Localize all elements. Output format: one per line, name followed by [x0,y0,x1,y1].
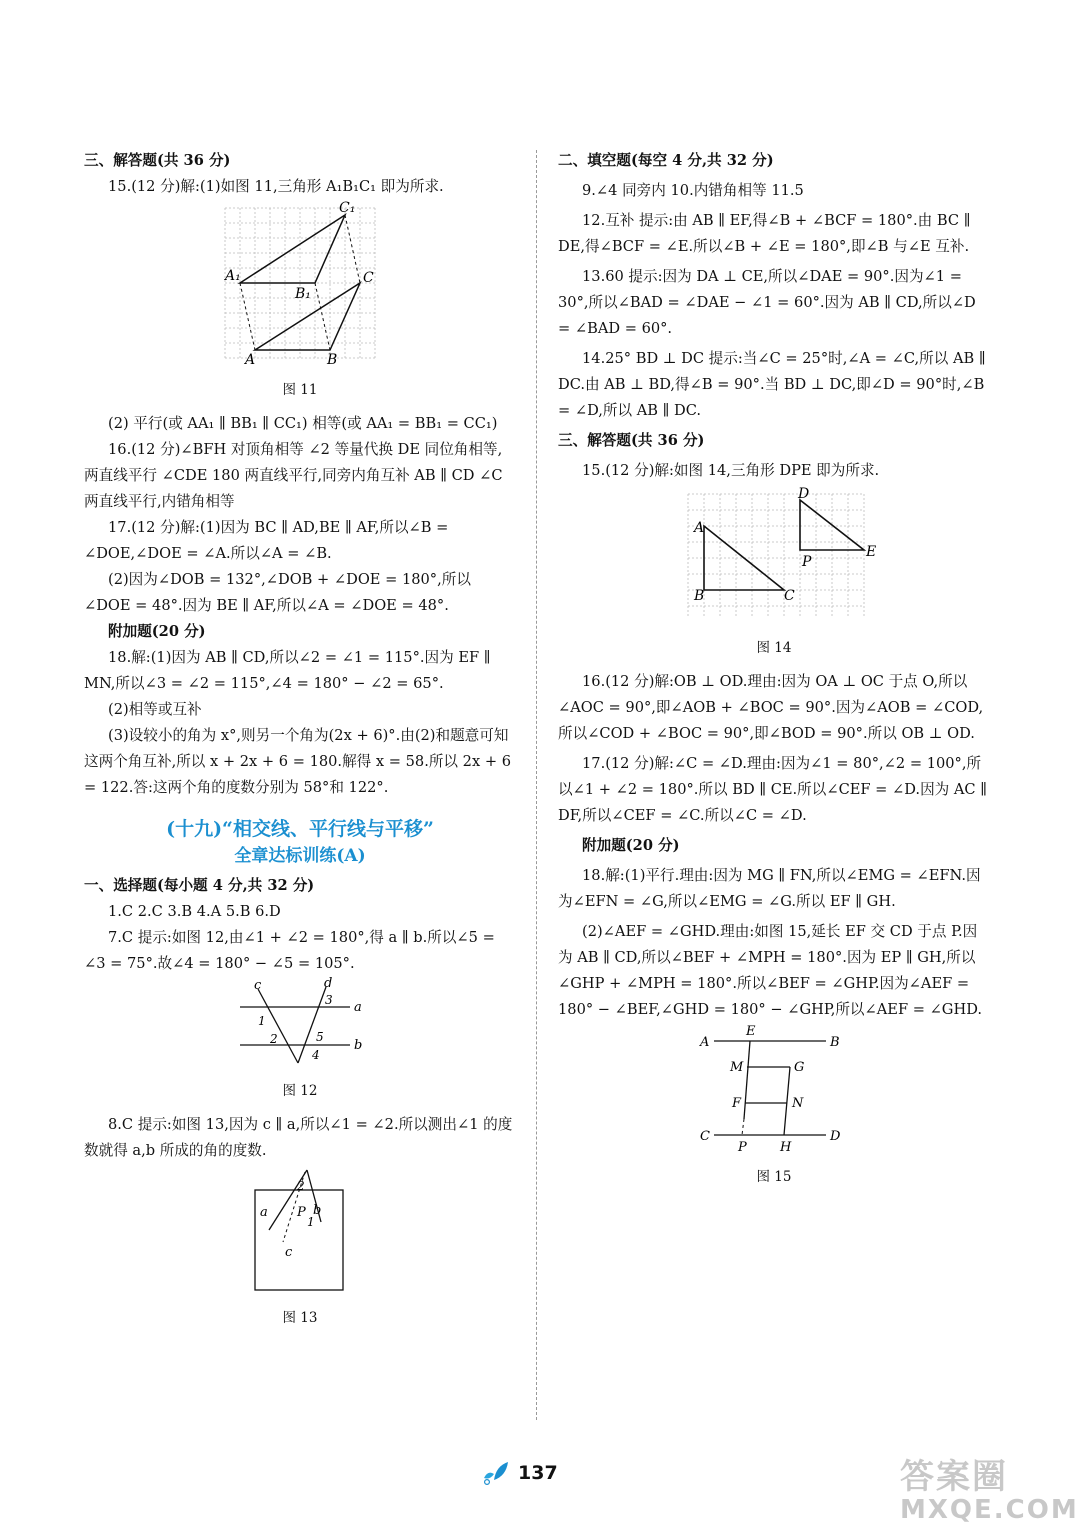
label-d: D [830,1129,841,1144]
figure-13 [84,1164,516,1303]
label-e: E [866,544,877,560]
figure-13-diagram [245,1164,355,1294]
column-divider [536,150,537,1420]
section-heading: 三、解答题(共 36 分) [84,152,231,169]
line-gh [784,1067,790,1135]
label-h: H [780,1140,792,1155]
label-c1: C₁ [339,200,356,216]
label-c: C [700,1129,710,1144]
question-7: 7.C 提示:如图 12,由∠1 + ∠2 = 180°,得 a ∥ b.所以∠5 = ∠3 = 75°.故∠4 = 180° − ∠5 = 105°. [84,929,495,972]
figure-13-caption: 图 13 [282,1310,318,1326]
extra-heading: 附加题(20 分) [582,837,680,854]
answers-1-6: 1.C 2.C 3.B 4.A 5.B 6.D [108,903,281,920]
question-18: 18.解:(1)因为 AB ∥ CD,所以∠2 = ∠1 = 115°.因为 EF ∥ MN,所以∠3 = ∠2 = 115°,∠4 = 180° − ∠2 = 65°. [84,649,491,692]
label-c: c [285,1245,293,1260]
angle-3: 3 [325,993,333,1007]
angle-1: 1 [258,1014,266,1028]
label-a: a [260,1205,268,1220]
angle-1: 1 [307,1215,315,1229]
line-fp [742,1119,744,1135]
label-c: C [363,270,374,286]
question-15: 15.(12 分)解:(1)如图 11,三角形 A₁B₁C₁ 即为所求. [108,178,444,195]
label-f: F [732,1096,742,1111]
watermark [900,1458,1079,1524]
label-p: P [297,1205,306,1220]
left-column [84,148,516,1339]
label-d: D [798,486,810,502]
question-8: 8.C 提示:如图 13,因为 c ∥ a,所以∠1 = ∠2.所以测出∠1 的度数就得 a,b 所成的角的度数. [84,1116,513,1159]
figure-15-diagram [694,1023,854,1153]
label-a1: A₁ [225,268,241,284]
label-g: G [794,1060,805,1075]
angle-2: 2 [297,1179,305,1193]
figure-12-diagram [230,977,370,1067]
label-a: A [245,352,256,368]
label-a: a [354,1000,362,1015]
question-18-part-2: (2)相等或互补 [108,701,202,718]
label-c: C [784,588,795,604]
triangle-a1b1c1 [240,215,345,283]
figure-12-caption: 图 12 [282,1083,318,1099]
question-18-part-2: (2)∠AEF = ∠GHD.理由:如图 15,延长 EF 交 CD 于点 P.因为 AB ∥ CD,所以∠BEF + ∠MPH = 180°.因为 EP ∥ GH,所以∠GHP + ∠MPH = 180°.所以∠BEF = ∠GHP.因为∠AEF = 180° − ∠BEF,∠GHD = 180° − ∠GHP,所以∠AEF = ∠GHD. [558,923,983,1018]
question-15: 15.(12 分)解:如图 14,三角形 DPE 即为所求. [582,462,880,479]
label-n: N [792,1096,804,1111]
label-b1: B₁ [295,286,311,302]
question-18-part-3: (3)设较小的角为 x°,则另一个角为(2x + 6)°.由(2)和题意可知这两个角互补,所以 x + 2x + 6 = 180.解得 x = 58.所以 2x + 6 = 122.答:这两个角的度数分别为 58°和 122°. [84,727,511,796]
label-b: b [354,1038,363,1053]
label-b: B [830,1035,840,1050]
figure-14 [558,484,990,633]
label-b: b [313,1203,322,1218]
angle-2: 2 [270,1032,278,1046]
label-c: c [254,978,262,993]
right-column [558,148,990,1198]
angle-5: 5 [316,1030,324,1044]
question-17: 17.(12 分)解:(1)因为 BC ∥ AD,BE ∥ AF,所以∠B = ∠DOE,∠DOE = ∠A.所以∠A = ∠B. [84,519,449,562]
extra-heading: 附加题(20 分) [108,623,206,640]
label-a: A [694,520,705,536]
figure-15-caption: 图 15 [756,1169,792,1185]
label-m: M [730,1060,744,1075]
figure-14-diagram [674,484,877,624]
label-b: B [694,588,705,604]
label-a: A [700,1035,710,1050]
answers-9-11: 9.∠4 同旁内 10.内错角相等 11.5 [582,182,804,199]
question-17: 17.(12 分)解:∠C = ∠D.理由:因为∠1 = 80°,∠2 = 100°,所以∠1 + ∠2 = 180°.所以 BD ∥ CE.所以∠CEF = ∠D.因为 AC ∥ DF,所以∠CEF = ∠C.所以∠C = ∠D. [558,755,987,824]
question-16: 16.(12 分)解:OB ⊥ OD.理由:因为 OA ⊥ OC 于点 O,所以∠AOC = 90°,即∠AOB + ∠BOC = 90°.因为∠AOB = ∠COD,所以∠COD + ∠BOC = 90°,即∠BOD = 90°.所以 OB ⊥ OD. [558,673,984,742]
figure-11 [84,200,516,375]
figure-11-diagram [215,200,385,366]
leaf-logo-icon [480,1458,512,1490]
section-heading: 二、填空题(每空 4 分,共 32 分) [558,152,774,169]
watermark-url: MXQE.COM [900,1495,1079,1525]
figure-12 [84,977,516,1076]
figure-15 [558,1023,990,1162]
label-e: E [746,1024,756,1039]
question-13: 13.60 提示:因为 DA ⊥ CE,所以∠DAE = 90°.因为∠1 = 30°,所以∠BAD = ∠DAE − ∠1 = 60°.因为 AB ∥ CD,所以∠D = ∠BAD = 60°. [558,268,976,337]
watermark-title: 答案圈 [900,1457,1008,1497]
chapter-title: (十九)“相交线、平行线与平移” [166,818,434,840]
page-number: 137 [518,1462,558,1484]
section-heading: 三、解答题(共 36 分) [558,432,705,449]
line-ef [744,1041,750,1119]
question-18: 18.解:(1)平行.理由:因为 MG ∥ FN,所以∠EMG = ∠EFN.因为∠EFN = ∠G,所以∠EMG = ∠G.所以 EF ∥ GH. [558,867,981,910]
question-17-part-2: (2)因为∠DOB = 132°,∠DOB + ∠DOE = 180°,所以∠DOE = 48°.因为 BE ∥ AF,所以∠A = ∠DOE = 48°. [84,571,471,614]
label-p: P [738,1140,747,1155]
question-14: 14.25° BD ⊥ DC 提示:当∠C = 25°时,∠A = ∠C,所以 AB ∥ DC.由 AB ⊥ BD,得∠B = 90°.当 BD ⊥ DC,即∠D = 90°时,∠B = ∠D,所以 AB ∥ DC. [558,350,986,419]
question-15-part-2: (2) 平行(或 AA₁ ∥ BB₁ ∥ CC₁) 相等(或 AA₁ = BB₁ = CC₁) [108,415,498,432]
figure-14-caption: 图 14 [756,640,792,656]
question-12: 12.互补 提示:由 AB ∥ EF,得∠B + ∠BCF = 180°.由 BC ∥ DE,得∠BCF = ∠E.所以∠B + ∠E = 180°,即∠B 与∠E 互补. [558,212,971,255]
label-b: B [327,352,338,368]
section-heading: 一、选择题(每小题 4 分,共 32 分) [84,877,315,894]
angle-4: 4 [312,1048,320,1062]
chapter-subtitle: 全章达标训练(A) [234,846,366,866]
label-p: P [802,554,812,570]
figure-11-caption: 图 11 [282,382,318,398]
question-16: 16.(12 分)∠BFH 对顶角相等 ∠2 等量代换 DE 同位角相等,两直线平行 ∠CDE 180 两直线平行,同旁内角互补 AB ∥ CD ∠C 两直线平行,内错角相等 [84,441,503,510]
label-d: d [324,976,333,991]
